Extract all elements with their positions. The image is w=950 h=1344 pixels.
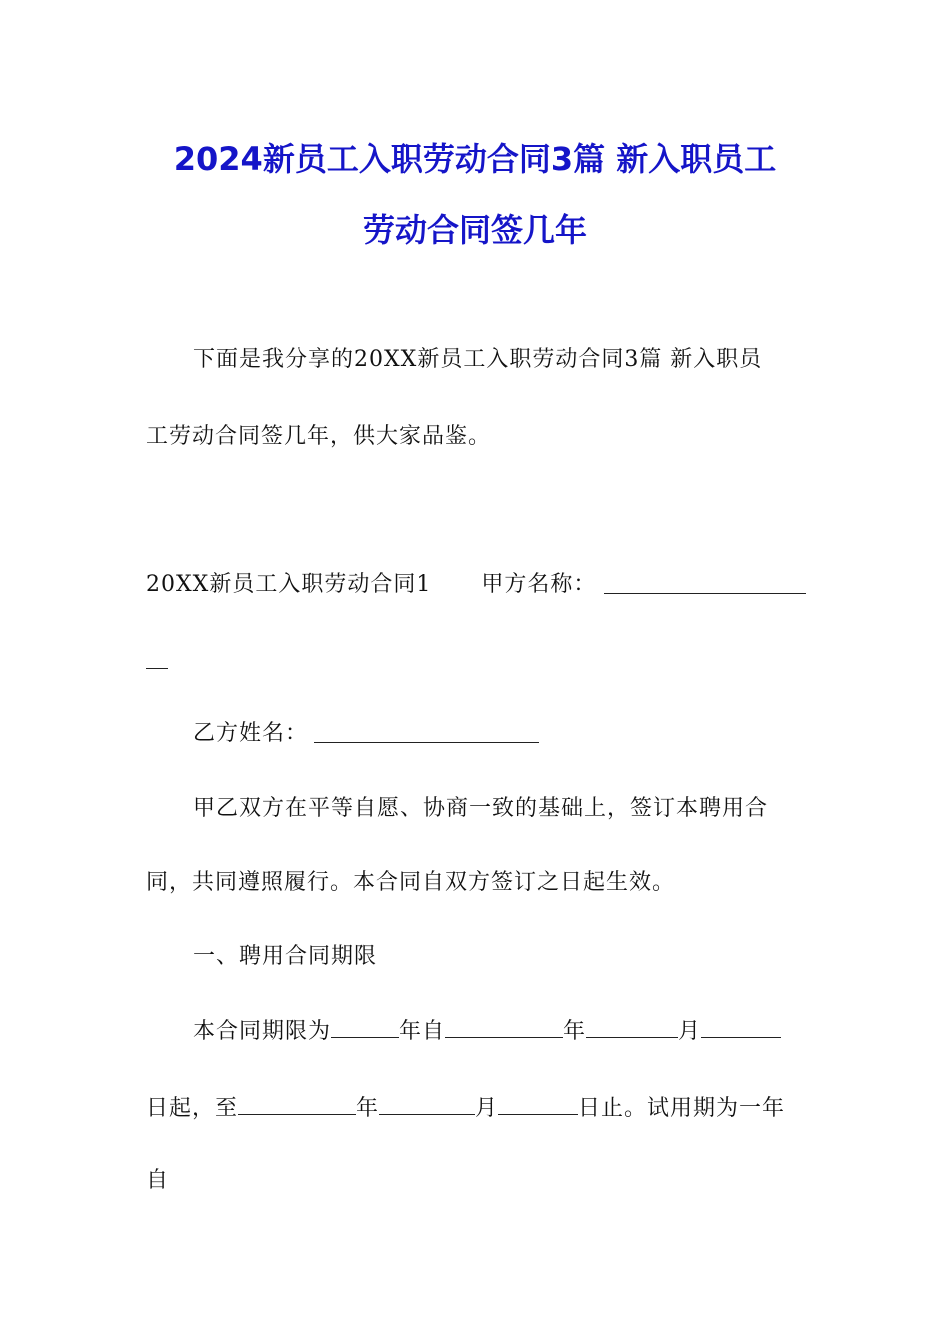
term-text-6: 年	[356, 1096, 380, 1121]
end-month-blank[interactable]	[379, 1094, 475, 1115]
term-years-blank[interactable]	[331, 1017, 399, 1038]
term-text-5: 日起，至	[146, 1096, 239, 1121]
party-a-name-blank-continued[interactable]	[146, 648, 168, 669]
party-a-name-blank[interactable]	[604, 573, 806, 594]
section-1-title: 一、聘用合同期限	[193, 944, 378, 969]
end-year-blank[interactable]	[238, 1094, 356, 1115]
start-year-blank[interactable]	[445, 1017, 563, 1038]
term-line-3: 自	[146, 1168, 170, 1193]
term-text-2: 年自	[399, 1019, 446, 1044]
term-text-1: 本合同期限为	[193, 1019, 332, 1044]
contract-heading-line	[146, 571, 596, 599]
intro-line-2: 工劳动合同签几年，供大家品鉴。	[146, 424, 492, 449]
term-text-8: 日止。试用期为一年	[578, 1096, 786, 1121]
end-day-blank[interactable]	[498, 1094, 578, 1115]
agreement-line-2: 同，共同遵照履行。本合同自双方签订之日起生效。	[146, 870, 676, 895]
party-b-name-blank[interactable]	[314, 722, 539, 743]
agreement-line-1: 甲乙双方在平等自愿、协商一致的基础上，签订本聘用合	[193, 796, 769, 821]
term-text-7: 月	[475, 1096, 499, 1121]
term-line-2	[146, 1094, 785, 1123]
term-line-1	[193, 1017, 781, 1046]
term-text-4: 月	[678, 1019, 702, 1044]
start-day-blank[interactable]	[701, 1017, 781, 1038]
start-month-blank[interactable]	[586, 1017, 678, 1038]
contract-heading: 20XX新员工入职劳动合同1	[146, 572, 432, 597]
party-a-label: 甲方名称：	[481, 572, 597, 597]
intro-line-1: 下面是我分享的20XX新员工入职劳动合同3篇 新入职员	[193, 347, 763, 372]
term-text-3: 年	[563, 1019, 587, 1044]
document-title-line-2: 劳动合同签几年	[362, 211, 587, 249]
party-b-label: 乙方姓名：	[193, 721, 309, 746]
document-title-line-1: 2024新员工入职劳动合同3篇 新入职员工	[173, 140, 777, 178]
